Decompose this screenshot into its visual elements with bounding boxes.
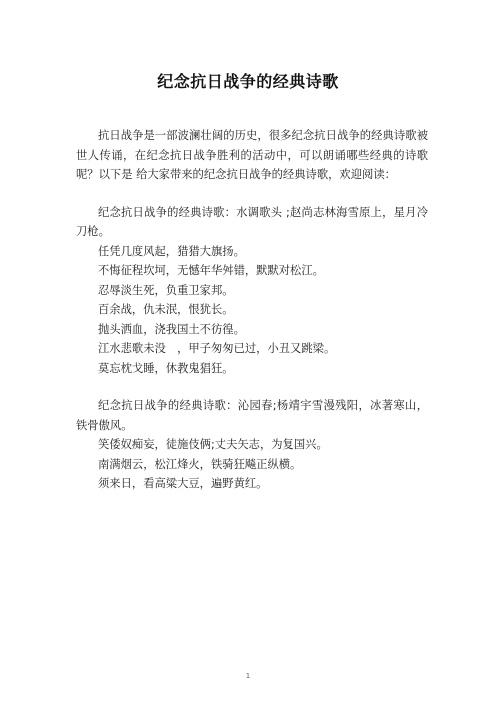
- poem-line: 不悔征程坎坷，无憾年华舛错，默默对松江。: [98, 264, 324, 277]
- paragraph-gap: [76, 378, 428, 396]
- page-number: 1: [245, 672, 251, 680]
- poem-line: 任凭几度风起，猎猎大旗扬。: [98, 244, 245, 258]
- poem-line: 抛头洒血，浇我国土不彷徨。: [98, 322, 245, 336]
- poem-line: 江水悲歌未没 ，甲子匆匆已过，小丑又跳梁。: [98, 342, 336, 355]
- poem-heading: 纪念抗日战争的经典诗歌：沁园春;杨靖宇雪漫残阳，冰著寒山，铁骨傲风。: [76, 399, 428, 432]
- poem-line: 莫忘枕戈睡，休教鬼猖狂。: [98, 361, 234, 375]
- poem-section-2: [76, 396, 428, 494]
- poem-line: 百余战，仇未泯，恨犹长。: [98, 303, 234, 316]
- poem-line: 南满烟云，松江烽火，铁骑狂飚正纵横。: [98, 457, 302, 471]
- poem-heading: 纪念抗日战争的经典诗歌：水调歌头 ;赵尚志林海雪原上，星月冷刀枪。: [76, 205, 428, 238]
- document-body: [76, 126, 428, 494]
- poem-line: 忍辱淡生死，负重卫家邦。: [98, 283, 234, 297]
- poem-line: 须来日，看高粱大豆，遍野黄红。: [98, 477, 268, 490]
- document-title: 纪念抗日战争的经典诗歌: [157, 72, 339, 91]
- intro-paragraph: 抗日战争是一部波澜壮阔的历史，很多纪念抗日战争的经典诗歌被世人传诵，在纪念抗日战争胜利的活动中，可以朗诵哪些经典的诗歌呢？以下是 给大家带来的纪念抗日战争的经典诗歌，欢迎阅读：: [76, 129, 428, 181]
- poem-section-1: [76, 203, 428, 379]
- poem-line: 笑倭奴痴妄，徒施伎俩;丈夫矢志，为复国兴。: [98, 438, 328, 451]
- paragraph-gap: [76, 185, 428, 203]
